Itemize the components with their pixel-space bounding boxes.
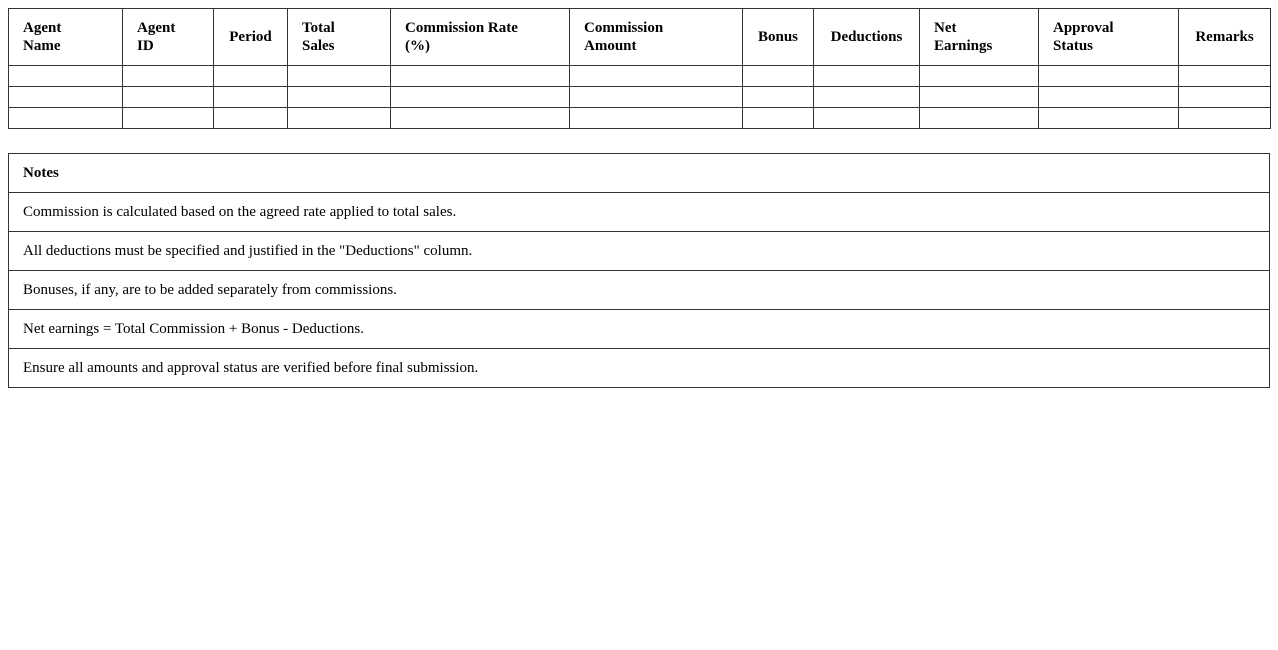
- notes-title: Notes: [9, 154, 1270, 193]
- cell-bonus[interactable]: [743, 87, 814, 108]
- notes-table: [8, 153, 1270, 388]
- note-row: [9, 310, 1270, 349]
- cell-total-sales[interactable]: [288, 87, 391, 108]
- header-agent-id: Agent ID: [123, 9, 214, 66]
- cell-commission-rate[interactable]: [391, 87, 570, 108]
- table-row: [9, 108, 1271, 129]
- header-approval-status: Approval Status: [1039, 9, 1179, 66]
- header-deductions: Deductions: [814, 9, 920, 66]
- cell-deductions[interactable]: [814, 108, 920, 129]
- cell-total-sales[interactable]: [288, 66, 391, 87]
- cell-approval-status[interactable]: [1039, 66, 1179, 87]
- note-item: Net earnings = Total Commission + Bonus - Deductions.: [9, 310, 1270, 349]
- cell-bonus[interactable]: [743, 66, 814, 87]
- note-item: All deductions must be specified and justified in the "Deductions" column.: [9, 232, 1270, 271]
- cell-remarks[interactable]: [1179, 87, 1271, 108]
- header-commission-amount: Commission Amount: [570, 9, 743, 66]
- notes-header-row: [9, 154, 1270, 193]
- cell-deductions[interactable]: [814, 66, 920, 87]
- cell-net-earnings[interactable]: [920, 87, 1039, 108]
- cell-commission-amount[interactable]: [570, 108, 743, 129]
- cell-approval-status[interactable]: [1039, 87, 1179, 108]
- cell-approval-status[interactable]: [1039, 108, 1179, 129]
- cell-commission-rate[interactable]: [391, 108, 570, 129]
- note-row: [9, 232, 1270, 271]
- commission-table: [8, 8, 1271, 129]
- table-row: [9, 66, 1271, 87]
- cell-deductions[interactable]: [814, 87, 920, 108]
- cell-agent-id[interactable]: [123, 108, 214, 129]
- cell-total-sales[interactable]: [288, 108, 391, 129]
- header-commission-rate: Commission Rate (%): [391, 9, 570, 66]
- header-agent-name: Agent Name: [9, 9, 123, 66]
- cell-agent-name[interactable]: [9, 66, 123, 87]
- table-header-row: [9, 9, 1271, 66]
- header-period: Period: [214, 9, 288, 66]
- cell-agent-id[interactable]: [123, 87, 214, 108]
- header-net-earnings: Net Earnings: [920, 9, 1039, 66]
- note-item: Bonuses, if any, are to be added separately from commissions.: [9, 271, 1270, 310]
- cell-remarks[interactable]: [1179, 66, 1271, 87]
- cell-remarks[interactable]: [1179, 108, 1271, 129]
- cell-agent-id[interactable]: [123, 66, 214, 87]
- header-total-sales: Total Sales: [288, 9, 391, 66]
- cell-period[interactable]: [214, 87, 288, 108]
- cell-net-earnings[interactable]: [920, 108, 1039, 129]
- note-item: Commission is calculated based on the agreed rate applied to total sales.: [9, 193, 1270, 232]
- cell-net-earnings[interactable]: [920, 66, 1039, 87]
- cell-commission-rate[interactable]: [391, 66, 570, 87]
- cell-period[interactable]: [214, 66, 288, 87]
- header-bonus: Bonus: [743, 9, 814, 66]
- note-row: [9, 349, 1270, 388]
- cell-commission-amount[interactable]: [570, 66, 743, 87]
- cell-agent-name[interactable]: [9, 108, 123, 129]
- cell-commission-amount[interactable]: [570, 87, 743, 108]
- cell-period[interactable]: [214, 108, 288, 129]
- cell-agent-name[interactable]: [9, 87, 123, 108]
- cell-bonus[interactable]: [743, 108, 814, 129]
- header-remarks: Remarks: [1179, 9, 1271, 66]
- note-item: Ensure all amounts and approval status are verified before final submission.: [9, 349, 1270, 388]
- table-row: [9, 87, 1271, 108]
- note-row: [9, 271, 1270, 310]
- note-row: [9, 193, 1270, 232]
